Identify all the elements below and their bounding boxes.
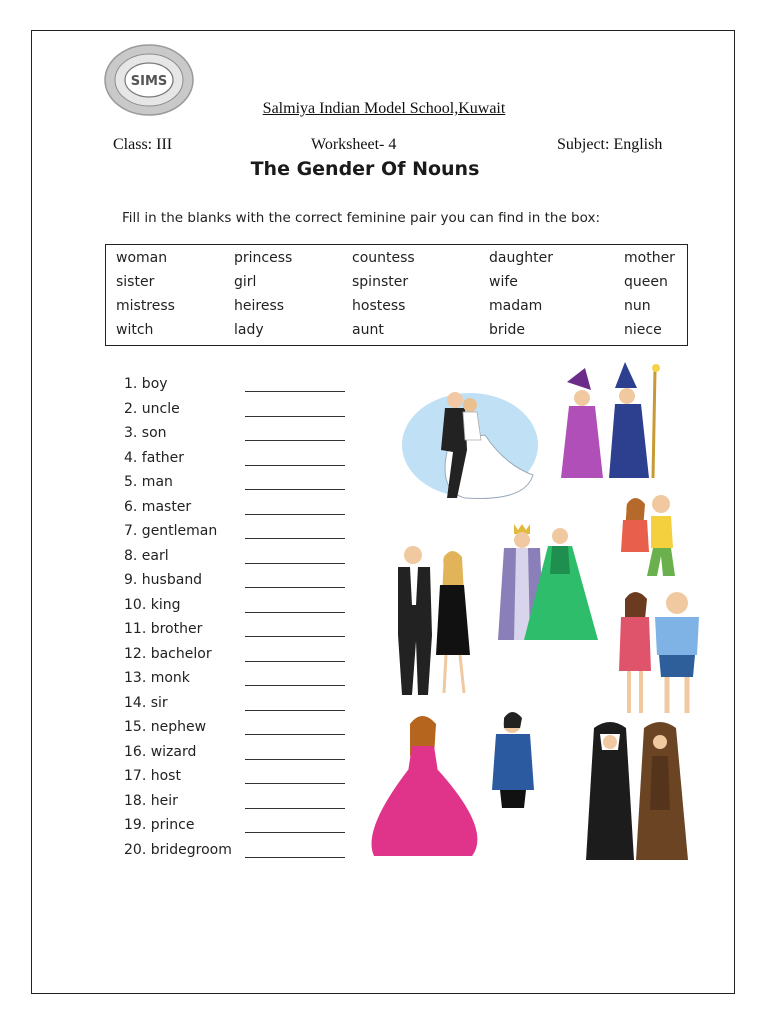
question-label: 20. bridegroom — [124, 841, 232, 858]
question-label: 17. host — [124, 768, 181, 784]
answer-blank[interactable] — [245, 612, 345, 613]
answer-blank[interactable] — [245, 416, 345, 417]
answer-blank[interactable] — [245, 759, 345, 760]
word-box-word: aunt — [352, 322, 384, 338]
question-label: 12. bachelor — [124, 645, 212, 662]
question-label: 6. master — [124, 498, 192, 515]
word-box-word: queen — [624, 274, 668, 290]
word-box-word: mistress — [116, 298, 175, 314]
nun-monk-illustration — [578, 720, 693, 865]
answer-blank[interactable] — [245, 808, 345, 809]
word-box-word: countess — [352, 250, 415, 266]
answer-blank[interactable] — [245, 465, 345, 466]
question-label: 18. heir — [124, 792, 178, 809]
question-label: 11. brother — [124, 621, 203, 637]
witch-wizard-illustration — [545, 360, 670, 485]
class-label: Class: III — [113, 136, 173, 153]
word-box-word: nun — [624, 298, 651, 314]
question-label: 7. gentleman — [124, 523, 218, 539]
logo-text: SIMS — [130, 74, 168, 89]
answer-blank[interactable] — [245, 783, 345, 784]
prince-princess-illustration — [372, 710, 557, 860]
word-box-word: bride — [489, 322, 526, 338]
question-label: 13. monk — [124, 670, 190, 686]
answer-blank[interactable] — [245, 857, 345, 858]
answer-blank[interactable] — [245, 514, 345, 515]
word-box-word: woman — [116, 250, 168, 266]
question-label: 5. man — [124, 474, 173, 490]
word-box-word: madam — [489, 298, 543, 314]
word-box-word: daughter — [489, 250, 553, 266]
answer-blank[interactable] — [245, 563, 345, 564]
answer-blank[interactable] — [245, 489, 345, 490]
question-label: 9. husband — [124, 572, 203, 588]
aunt-uncle-illustration — [615, 585, 700, 720]
page-title: The Gender Of Nouns — [250, 158, 480, 180]
answer-blank[interactable] — [245, 832, 345, 833]
answer-blank[interactable] — [245, 661, 345, 662]
word-box — [105, 244, 688, 346]
word-box-word: girl — [234, 274, 257, 290]
answer-blank[interactable] — [245, 538, 345, 539]
word-box-word: hostess — [352, 298, 406, 314]
school-name: Salmiya Indian Model School,Kuwait — [262, 100, 506, 117]
question-label: 10. king — [124, 596, 181, 613]
answer-blank[interactable] — [245, 391, 345, 392]
word-box-word: mother — [624, 250, 675, 266]
question-label: 19. prince — [124, 817, 195, 833]
answer-blank[interactable] — [245, 710, 345, 711]
question-label: 15. nephew — [124, 719, 207, 735]
word-box-word: sister — [116, 274, 155, 290]
word-box-word: lady — [234, 322, 264, 338]
question-label: 14. sir — [124, 694, 168, 711]
word-box-word: wife — [489, 274, 518, 290]
king-queen-illustration — [490, 520, 600, 645]
word-box-word: witch — [116, 322, 154, 338]
question-label: 3. son — [124, 425, 167, 441]
answer-blank[interactable] — [245, 587, 345, 588]
question-label: 2. uncle — [124, 400, 180, 417]
word-box-word: heiress — [234, 298, 285, 314]
instruction-text: Fill in the blanks with the correct feminine pair you can find in the box: — [122, 210, 601, 226]
boy-girl-illustration — [615, 490, 690, 582]
word-box-word: princess — [234, 250, 293, 266]
answer-blank[interactable] — [245, 685, 345, 686]
question-label: 16. wizard — [124, 743, 197, 760]
answer-blank[interactable] — [245, 734, 345, 735]
word-box-word: spinster — [352, 274, 409, 290]
answer-blank[interactable] — [245, 636, 345, 637]
bride-groom-dancing-illustration — [395, 380, 540, 510]
subject-label: Subject: English — [557, 136, 663, 153]
worksheet-label: Worksheet- 4 — [311, 136, 397, 153]
question-label: 4. father — [124, 449, 185, 466]
answer-blank[interactable] — [245, 440, 345, 441]
word-box-word: niece — [624, 322, 662, 338]
question-label: 1. boy — [124, 376, 168, 392]
man-woman-formal-illustration — [388, 545, 488, 700]
question-label: 8. earl — [124, 547, 169, 564]
